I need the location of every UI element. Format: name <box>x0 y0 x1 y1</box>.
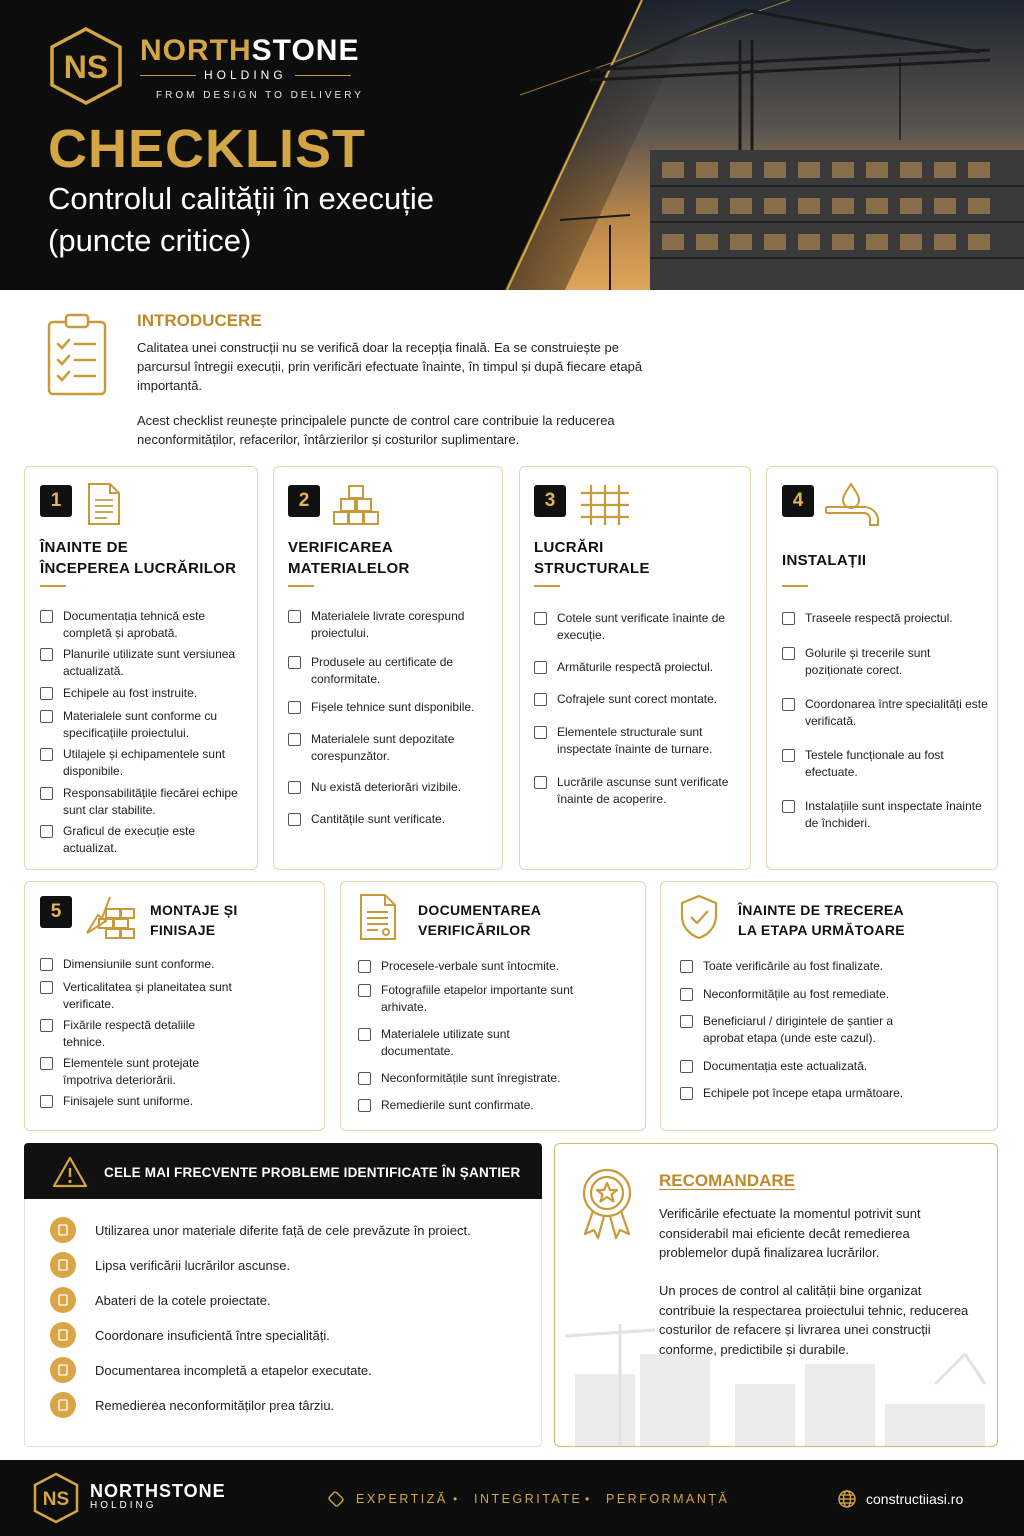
checkbox[interactable] <box>288 781 301 794</box>
problem-item: Abateri de la cotele proiectate. <box>50 1287 271 1313</box>
trowel-bricks-icon <box>84 893 136 941</box>
checklist-item[interactable]: Documentația tehnică este completă și aprobată. <box>40 608 250 641</box>
problem-bullet-icon <box>50 1252 76 1278</box>
brand-block <box>140 34 364 101</box>
checklist-item[interactable]: Cotele sunt verificate înainte de execuție. <box>534 610 740 643</box>
section-number: 2 <box>288 485 320 517</box>
footer-brand: NORTHSTONE <box>90 1481 226 1501</box>
section-title: INSTALAȚII <box>782 552 867 569</box>
intro-paragraph-2: Acest checklist reunește principalele puncte de control care contribuie la reducerea neconformităților, refacerilor, întârzierilor și costurilor suplimentare. <box>137 413 615 447</box>
svg-text:NS: NS <box>63 49 109 85</box>
water-pipe-icon <box>824 481 882 529</box>
handshake-icon <box>328 1491 344 1507</box>
footer-value: PERFORMANȚĂ <box>606 1492 730 1506</box>
problem-item: Lipsa verificării lucrărilor ascunse. <box>50 1252 290 1278</box>
page-title: CHECKLIST <box>48 119 366 179</box>
problems-heading: CELE MAI FRECVENTE PROBLEME IDENTIFICATE ÎN ȘANTIER <box>104 1165 521 1180</box>
section-number: 5 <box>40 896 72 928</box>
report-document-icon <box>358 892 398 942</box>
checklist-item[interactable]: Produsele au certificate de conformitate. <box>288 654 493 687</box>
checkbox[interactable] <box>680 1060 693 1073</box>
checkbox[interactable] <box>40 1019 53 1032</box>
title-underline <box>782 585 808 587</box>
checklist-item[interactable]: Traseele respectă proiectul. <box>782 610 988 627</box>
intro-heading: INTRODUCERE <box>137 311 262 330</box>
checkbox[interactable] <box>782 698 795 711</box>
footer-separator: • <box>453 1492 458 1506</box>
problem-item: Documentarea incompletă a etapelor executate. <box>50 1357 372 1383</box>
problem-item: Remedierea neconformităților prea târziu. <box>50 1392 334 1418</box>
problem-item: Coordonare insuficientă între specialități. <box>50 1322 330 1348</box>
checkbox[interactable] <box>782 800 795 813</box>
northstone-logo-icon <box>48 26 124 106</box>
checklist-item[interactable]: Materialele sunt depozitate corespunzător. <box>288 731 493 764</box>
section-number: 1 <box>40 485 72 517</box>
clipboard-checklist-icon <box>46 312 108 398</box>
checkbox[interactable] <box>40 787 53 800</box>
checklist-item[interactable]: Golurile și trecerile sunt poziționate corect. <box>782 645 988 678</box>
checklist-item[interactable]: Finisajele sunt uniforme. <box>40 1093 310 1110</box>
checklist-item[interactable]: Fotografiile etapelor importante sunt arhivate. <box>358 982 588 1015</box>
checkbox[interactable] <box>534 693 547 706</box>
document-icon <box>86 481 122 527</box>
section-number: 4 <box>782 485 814 517</box>
checklist-item[interactable]: Lucrările ascunse sunt verificate înainte de acoperire. <box>534 774 740 807</box>
checkbox[interactable] <box>288 733 301 746</box>
section-title: DOCUMENTAREA VERIFICĂRILOR <box>418 902 542 938</box>
checkbox[interactable] <box>40 1095 53 1108</box>
checkbox[interactable] <box>680 960 693 973</box>
checklist-item[interactable]: Beneficiarul / dirigintele de șantier a aprobat etapa (unde este cazul). <box>680 1013 930 1046</box>
intro-paragraph-1: Calitatea unei construcții nu se verifică doar la recepția finală. Ea se construiește pe parcursul întregii execuții, prin verificări efectuate înainte, în timpul și după fiecare etapă importantă. <box>137 340 643 393</box>
checkbox[interactable] <box>40 1057 53 1070</box>
checkbox[interactable] <box>534 726 547 739</box>
checklist-item[interactable]: Materialele utilizate sunt documentate. <box>358 1026 558 1059</box>
checkbox[interactable] <box>288 656 301 669</box>
footer-brand-sub: HOLDING <box>90 1500 157 1511</box>
section-title: ÎNAINTE DE ÎNCEPEREA LUCRĂRILOR <box>40 539 237 577</box>
checkbox[interactable] <box>358 1072 371 1085</box>
checklist-item[interactable]: Neconformitățile au fost remediate. <box>680 986 980 1003</box>
section-title: LUCRĂRI STRUCTURALE <box>534 539 650 577</box>
recommendation-paragraph-1: Verificările efectuate la momentul potrivit sunt considerabil mai eficiente decât remedierea problemelor după finalizarea lucrărilor. <box>659 1206 921 1260</box>
svg-text:NS: NS <box>42 1489 70 1510</box>
checklist-item[interactable]: Remedierile sunt confirmate. <box>358 1097 638 1114</box>
title-underline <box>288 585 314 587</box>
hero-header <box>0 0 1024 290</box>
checkbox[interactable] <box>680 988 693 1001</box>
checklist-item[interactable]: Fixările respectă detaliile tehnice. <box>40 1017 230 1050</box>
checklist-item[interactable]: Cantitățile sunt verificate. <box>288 811 493 828</box>
title-underline <box>534 585 560 587</box>
checkbox[interactable] <box>680 1087 693 1100</box>
checkbox[interactable] <box>40 610 53 623</box>
warning-icon <box>52 1155 88 1189</box>
checkbox[interactable] <box>40 748 53 761</box>
checkbox[interactable] <box>40 981 53 994</box>
award-badge-icon <box>577 1166 637 1240</box>
footer-value: EXPERTIZĂ <box>356 1492 448 1506</box>
checklist-item[interactable]: Responsabilitățile fiecărei echipe sunt clar stabilite. <box>40 785 250 818</box>
rebar-grid-icon <box>579 483 631 527</box>
brand-subtitle: HOLDING <box>140 68 364 82</box>
checkbox[interactable] <box>782 647 795 660</box>
checkbox[interactable] <box>40 825 53 838</box>
section-number: 3 <box>534 485 566 517</box>
problem-bullet-icon <box>50 1217 76 1243</box>
checklist-item[interactable]: Testele funcționale au fost efectuate. <box>782 747 988 780</box>
problem-bullet-icon <box>50 1287 76 1313</box>
page-subtitle: Controlul calității în execuție (puncte critice) <box>48 181 434 258</box>
checklist-item[interactable]: Planurile utilizate sunt versiunea actualizată. <box>40 646 250 679</box>
problem-bullet-icon <box>50 1392 76 1418</box>
checkbox[interactable] <box>358 1099 371 1112</box>
checklist-item[interactable]: Materialele livrate corespund proiectului. <box>288 608 493 641</box>
checkbox[interactable] <box>288 701 301 714</box>
checklist-item[interactable]: Nu există deteriorări vizibile. <box>288 779 493 796</box>
footer-separator: • <box>585 1492 590 1506</box>
checklist-item[interactable]: Utilajele și echipamentele sunt disponibile. <box>40 746 250 779</box>
checklist-item[interactable]: Dimensiunile sunt conforme. <box>40 956 310 973</box>
checklist-item[interactable]: Armăturile respectă proiectul. <box>534 659 740 676</box>
problem-bullet-icon <box>50 1357 76 1383</box>
checklist-item[interactable]: Cofrajele sunt corect montate. <box>534 691 740 708</box>
checklist-item[interactable]: Echipele au fost instruite. <box>40 685 250 702</box>
checkbox[interactable] <box>40 687 53 700</box>
footer-logo-icon <box>32 1472 80 1524</box>
problem-bullet-icon <box>50 1322 76 1348</box>
checklist-item[interactable]: Neconformitățile sunt înregistrate. <box>358 1070 638 1087</box>
checkbox[interactable] <box>534 612 547 625</box>
title-underline <box>40 585 66 587</box>
checkbox[interactable] <box>40 710 53 723</box>
section-title: VERIFICAREA MATERIALELOR <box>288 539 410 577</box>
checkbox[interactable] <box>782 612 795 625</box>
bricks-icon <box>332 482 380 526</box>
checklist-item[interactable]: Procesele-verbale sunt întocmite. <box>358 958 638 975</box>
checkbox[interactable] <box>40 648 53 661</box>
problem-item: Utilizarea unor materiale diferite față de cele prevăzute în proiect. <box>50 1217 471 1243</box>
checklist-item[interactable]: Graficul de execuție este actualizat. <box>40 823 250 856</box>
checklist-item[interactable]: Toate verificările au fost finalizate. <box>680 958 980 975</box>
checklist-item[interactable]: Verticalitatea și planeitatea sunt verificate. <box>40 979 240 1012</box>
checklist-item[interactable]: Echipele pot începe etapa următoare. <box>680 1085 980 1102</box>
footer-value: INTEGRITATE <box>474 1492 583 1506</box>
checkbox[interactable] <box>782 749 795 762</box>
checkbox[interactable] <box>288 813 301 826</box>
checkbox[interactable] <box>288 610 301 623</box>
checkbox[interactable] <box>534 776 547 789</box>
checklist-item[interactable]: Fișele tehnice sunt disponibile. <box>288 699 493 716</box>
globe-icon <box>837 1489 857 1509</box>
recommendation-paragraph-2: Un proces de control al calității bine organizat contribuie la respectarea proiectului tehnic, reducerea costurilor de refacere și livrarea unei construcții conforme, predictibile și durabile. <box>659 1283 969 1357</box>
checkbox[interactable] <box>358 984 371 997</box>
checkbox[interactable] <box>680 1015 693 1028</box>
checkbox[interactable] <box>358 1028 371 1041</box>
checklist-item[interactable]: Materialele sunt conforme cu specificațiile proiectului. <box>40 708 250 741</box>
checklist-item[interactable]: Elementele structurale sunt inspectate înainte de turnare. <box>534 724 740 757</box>
brand-name: NORTHSTONE <box>140 34 360 67</box>
website-link[interactable]: constructiiasi.ro <box>866 1491 964 1507</box>
checklist-item[interactable]: Coordonarea între specialități este verificată. <box>782 696 988 729</box>
checkbox[interactable] <box>40 958 53 971</box>
checklist-item[interactable]: Documentația este actualizată. <box>680 1058 980 1075</box>
checklist-item[interactable]: Elementele sunt protejate împotriva deteriorării. <box>40 1055 240 1088</box>
brand-tagline: FROM DESIGN TO DELIVERY <box>156 90 364 101</box>
checklist-item[interactable]: Instalațiile sunt inspectate înainte de închideri. <box>782 798 988 831</box>
section-title: MONTAJE ȘI FINISAJE <box>150 902 238 938</box>
recommendation-heading: RECOMANDARE <box>659 1171 795 1190</box>
checkbox[interactable] <box>534 661 547 674</box>
checkbox[interactable] <box>358 960 371 973</box>
shield-check-icon <box>678 893 720 941</box>
section-title: ÎNAINTE DE TRECEREA LA ETAPA URMĂTOARE <box>738 902 905 938</box>
